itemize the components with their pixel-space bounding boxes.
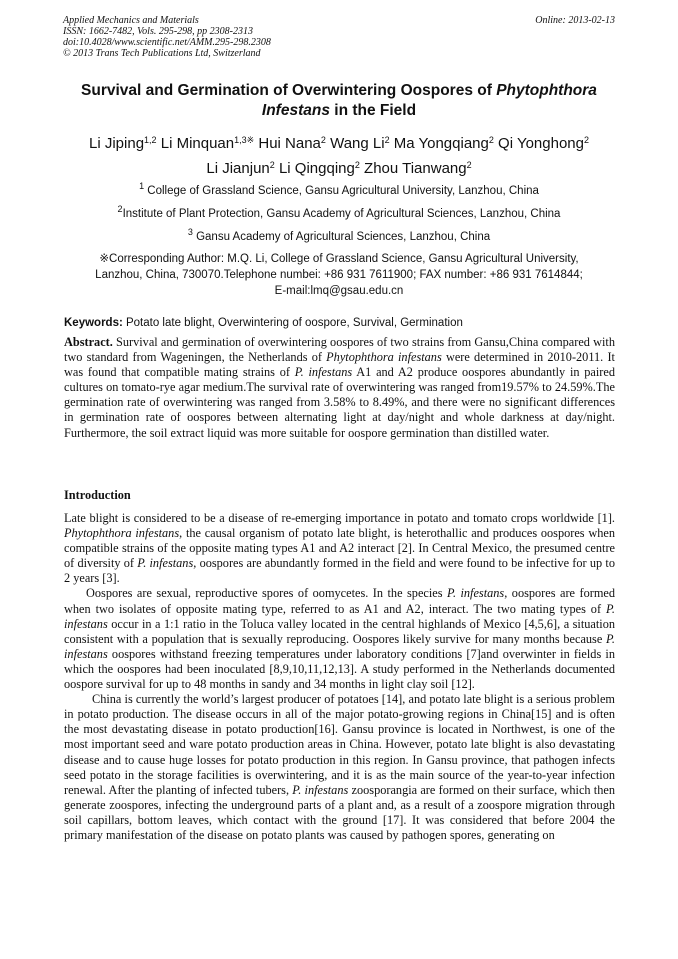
issn-line: ISSN: 1662-7482, Vols. 295-298, pp 2308-2313	[63, 26, 253, 37]
author: Ma Yongqiang$^2$	[393, 135, 494, 152]
title-italic: Phytophthora Infestans	[261, 82, 597, 119]
corresponding-author: ※Corresponding Author: M.Q. Li, College of Grassland Science, Gansu Agricultural University, Lanzhou, China, 730070.Telephone numbei: +86 931 7611900; FAX number: +86 931 7614844; E-mail:lmq@gsau.edu.cn	[60, 251, 618, 299]
affiliation-2: $^2$Institute of Plant Protection, Gansu Academy of Agricultural Sciences, Lanzhou, China	[117, 204, 561, 220]
author-list	[48, 131, 630, 181]
author: Li Qingqing$^2$	[278, 160, 360, 177]
paragraph: Oospores are sexual, reproductive spores of oomycetes. In the species P. infestans, oospores are formed when two isolates of opposite mating type, referred to as A1 and A2, interact. The two mating types of P. infestans occur in a 1:1 ratio in the Toluca valley located in the central highlands of Mexico [4,5,6], a situation consistent with a population that is sexually reproducing. Oospores likely survive for many months because P. infestans oospores withstand freezing temperatures under laboratory conditions [7]and overwinter in fields in which the oospores had been inoculated [8,9,10,11,12,13]. A study performed in the Netherlands documented oospore survival for up to 48 months in sandy and 34 months in light clay soil [12].	[64, 586, 615, 692]
author: Qi Yonghong$^2$	[498, 135, 589, 152]
author: Li Jianjun$^2$	[206, 160, 275, 177]
author: Li Minquan$^{1,3※}$	[160, 135, 255, 152]
author: Zhou Tianwang$^2$	[364, 160, 472, 177]
keywords-label: Keywords:	[64, 317, 123, 329]
title-part-2: in the Field	[329, 102, 417, 119]
keywords-text: Potato late blight, Overwintering of oospore, Survival, Germination	[122, 317, 463, 329]
affiliation-1: $^1$ College of Grassland Science, Gansu Agricultural University, Lanzhou, China	[139, 181, 539, 197]
keywords	[64, 316, 615, 331]
abstract-label: Abstract.	[64, 335, 113, 349]
paragraph: China is currently the world’s largest producer of potatoes [14], and potato late blight is a serious problem in potato production. The disease occurs in all of the major potato-growing regions in China[15] and is often the most devastating disease in potato production[16]. Gansu province is located in Northwest, is one of the most important seed and ware potato production areas in China. However, potato late blight is also devastating disease and to cause huge losses for potato production in this region. In Gansu province, that pathogen infects seed potato in the storage facilities is overwintering, and it is as the main source of the year-to-year infection renewal. After the planting of infected tubers, P. infestans zoosporangia are formed on their surface, which then generate zoospores, infecting the underground parts of a plant and, as a result of a zoospore migration through soil capillars, bottom leaves, which contact with the ground [17]. It was considered that before 2004 the primary manifestation of the disease on potato plants was caused by pathogen spores, generating on	[64, 692, 615, 842]
abstract: Abstract. Survival and germination of overwintering oospores of two strains from Gansu,China compared with two standard from Wageningen, the Netherlands of Phytophthora infestans were determined in 2010-2011. It was found that compatible mating strains of P. infestans A1 and A2 produce oospores abundantly in paired cultures on tomato-rye agar medium.The survival rate of overwintering was ranged from19.57% to 24.59%.The germination rate of overwintering was ranged from 3.58% to 8.49%, and there were no significant differences in germination rate of oospores between alternating light at day/night and whole darkness at day/night. Furthermore, the soil extract liquid was more suitable for oospore germination than distilled water.	[64, 335, 615, 440]
author: Wang Li$^2$	[330, 135, 390, 152]
author: Li Jiping$^{1,2}$	[89, 135, 157, 152]
email-line[interactable]: E-mail:lmq@gsau.edu.cn	[274, 285, 404, 297]
title-part-1: Survival and Germination of Overwintering Oospores of	[81, 82, 497, 99]
journal-header	[63, 15, 615, 59]
author-line-1	[48, 131, 630, 156]
copyright-line: © 2013 Trans Tech Publications Ltd, Switzerland	[63, 48, 261, 59]
paper-title	[70, 81, 608, 121]
paragraph: Late blight is considered to be a disease of re-emerging importance in potato and tomato crops worldwide [1]. Phytophthora infestans, the causal organism of potato late blight, is heterothallic and produces oospores when compatible strains of the opposite mating types A1 and A2 interact [2]. In Central Mexico, the presumed centre of diversity of P. infestans, oospores are abundantly formed in the field and were found to be infective for up to 2 years [3].	[64, 511, 615, 586]
author-line-2	[48, 156, 630, 181]
author: Hui Nana$^2$	[258, 135, 326, 152]
online-date: Online: 2013-02-13	[535, 15, 615, 26]
section-heading-introduction: Introduction	[64, 488, 131, 502]
journal-name: Applied Mechanics and Materials	[63, 15, 199, 26]
introduction-body	[64, 511, 615, 843]
affiliation-3: $^3$ Gansu Academy of Agricultural Sciences, Lanzhou, China	[187, 227, 491, 243]
doi-line[interactable]: doi:10.4028/www.scientific.net/AMM.295-298.2308	[63, 37, 271, 48]
